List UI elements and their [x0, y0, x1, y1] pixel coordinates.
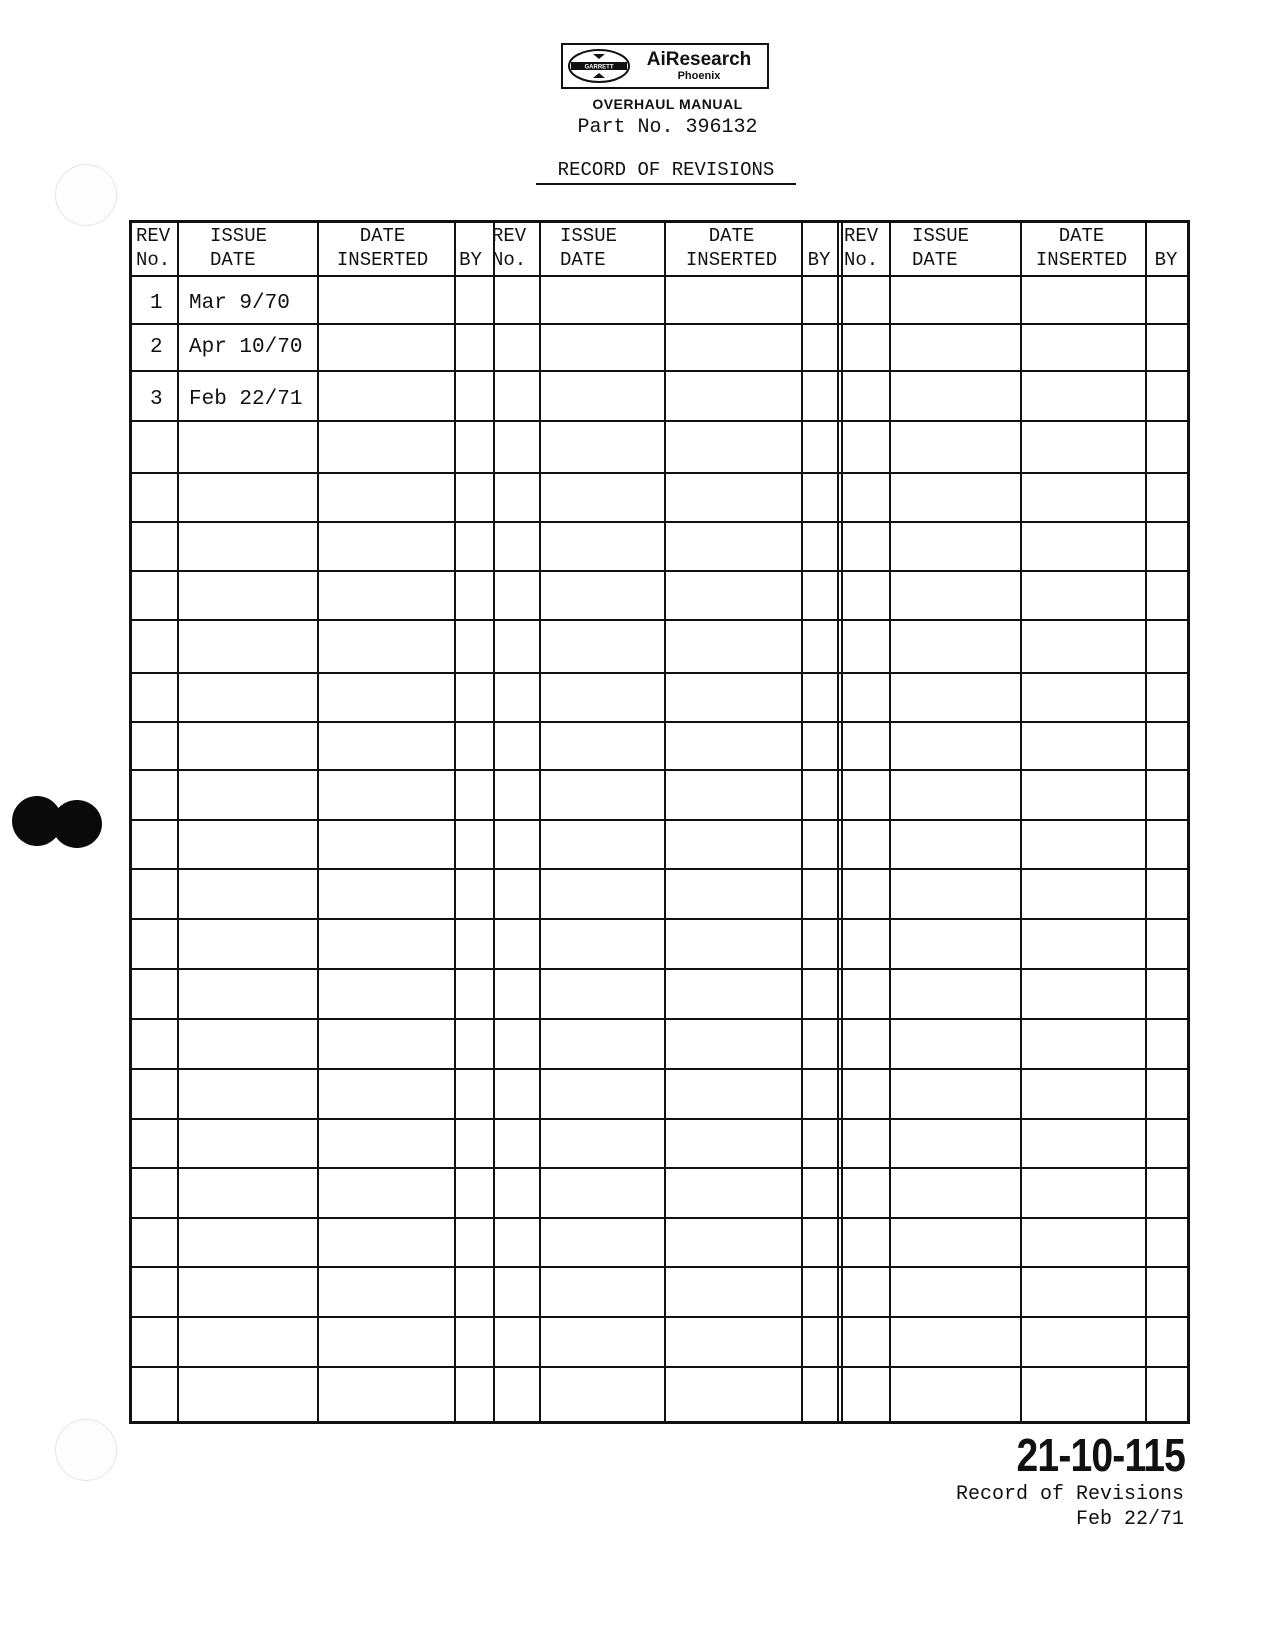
cell-issue-date: Feb 22/71	[189, 388, 303, 411]
footer-page-title: Record of Revisions	[955, 1483, 1184, 1506]
header-date-inserted: DATE INSERTED	[685, 224, 778, 271]
header-issue-date: ISSUE DATE	[912, 224, 970, 271]
part-number: Part No. 396132	[577, 116, 758, 139]
header-rev-no: REV No.	[136, 224, 171, 271]
manual-title: OVERHAUL MANUAL	[592, 96, 743, 112]
logo-location: Phoenix	[677, 69, 721, 82]
cell-rev-no: 2	[150, 336, 163, 359]
header-rev-no: REV No.	[844, 224, 879, 271]
binder-hole-bottom	[55, 1419, 117, 1481]
svg-text:GARRETT: GARRETT	[584, 64, 614, 71]
page-title: RECORD OF REVISIONS	[536, 159, 796, 185]
cell-issue-date: Mar 9/70	[189, 292, 290, 315]
section-code: 21-10-115	[1016, 1429, 1185, 1481]
binder-hole-top	[55, 164, 117, 226]
header-by: BY	[807, 248, 831, 271]
cell-rev-no: 1	[150, 292, 163, 315]
logo-name: AiResearch	[646, 48, 752, 70]
header-issue-date: ISSUE DATE	[210, 224, 268, 271]
company-logo	[561, 43, 769, 89]
cell-rev-no: 3	[150, 388, 163, 411]
header-by: BY	[459, 248, 482, 271]
footer-page-date: Feb 22/71	[1075, 1508, 1184, 1531]
cell-issue-date: Apr 10/70	[189, 336, 303, 359]
header-date-inserted: DATE INSERTED	[1035, 224, 1128, 271]
garrett-emblem	[567, 48, 631, 84]
header-by: BY	[1154, 248, 1178, 271]
header-rev-no: REV No.	[492, 224, 527, 271]
header-date-inserted: DATE INSERTED	[336, 224, 429, 271]
header-issue-date: ISSUE DATE	[560, 224, 618, 271]
punch-mark	[52, 800, 102, 848]
